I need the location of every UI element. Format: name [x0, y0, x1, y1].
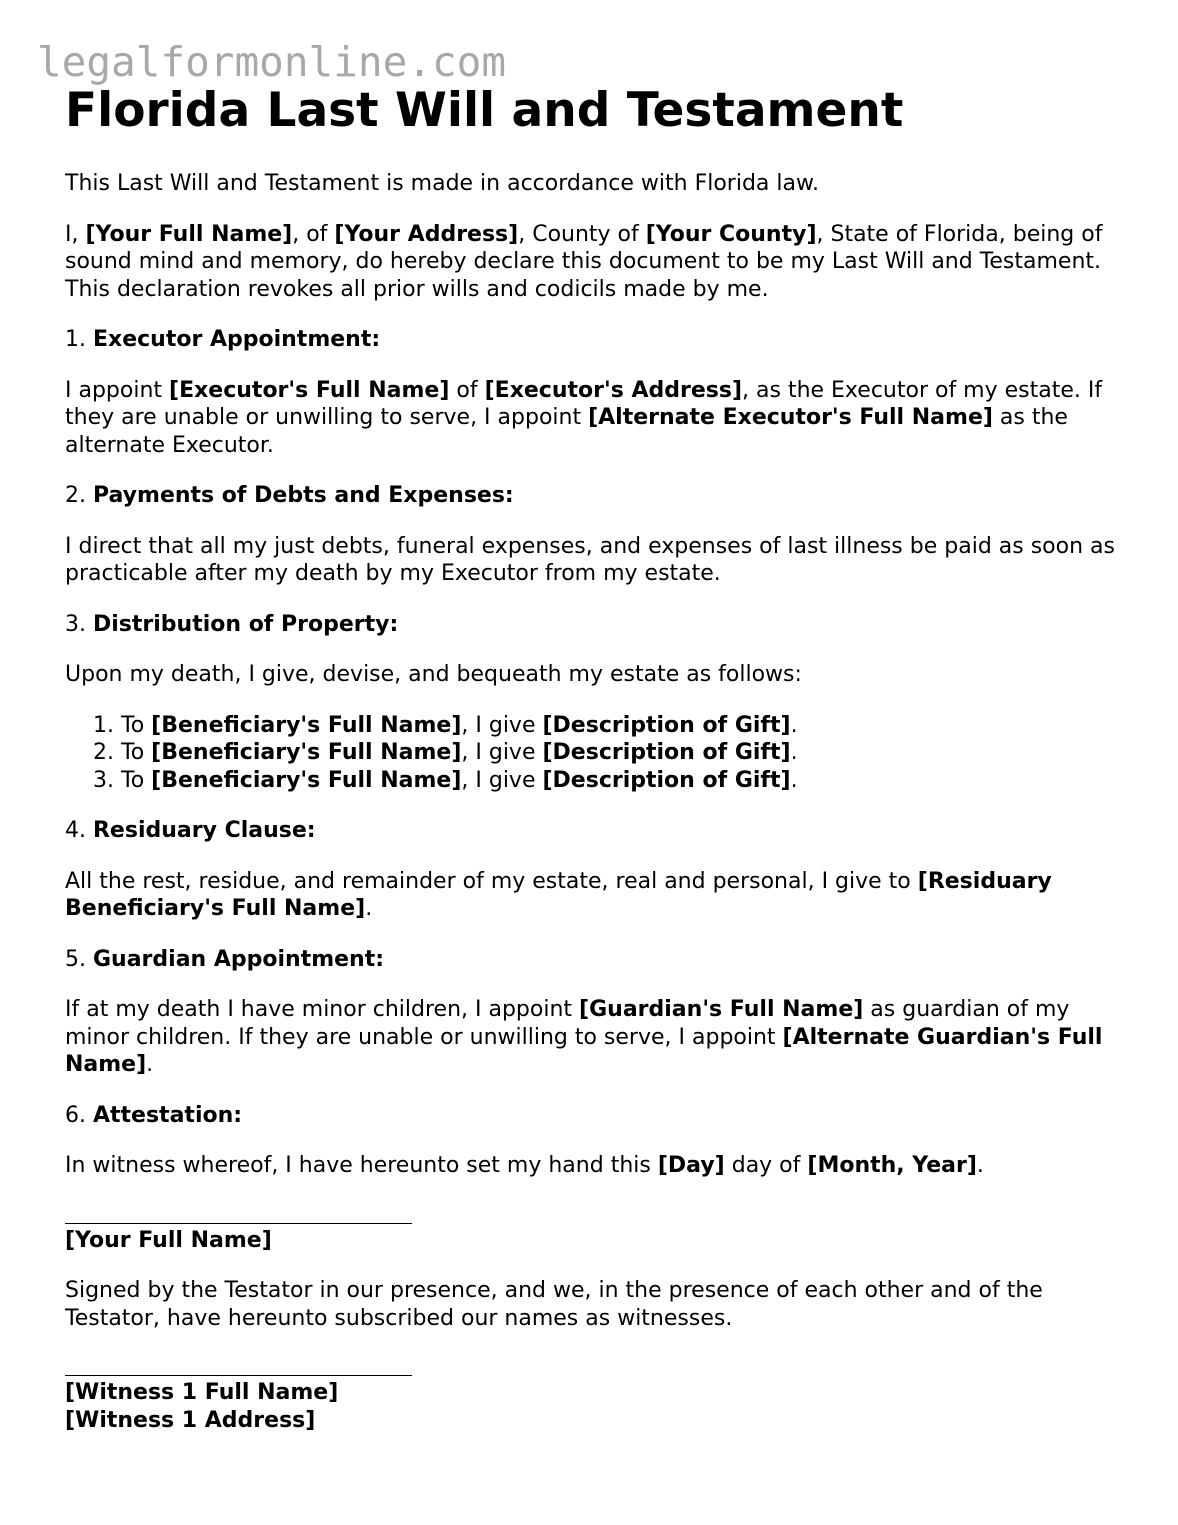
debts-paragraph: I direct that all my just debts, funeral expenses, and expenses of last illness be paid as soon as practicable after my death by my Executor from my estate.: [65, 533, 1115, 586]
section-number: 2.: [65, 483, 93, 508]
testator-signature-label: [65, 1227, 1125, 1255]
bequest-item: [121, 712, 1125, 740]
bequest-text: To: [121, 767, 152, 793]
beneficiary-name-field: [Beneficiary's Full Name]: [151, 767, 462, 793]
bequest-text: .: [790, 712, 798, 738]
section-title: Guardian Appointment:: [92, 946, 385, 972]
section-heading-distribution: [65, 611, 1125, 639]
testator-name-field: [Your Full Name]: [85, 221, 293, 247]
beneficiary-name-field: [Beneficiary's Full Name]: [151, 712, 462, 738]
section-number: 5.: [65, 946, 93, 972]
bequest-text: , I give: [461, 740, 543, 765]
day-field: [Day]: [657, 1153, 725, 1178]
residuary-beneficiary-field: [Residuary Beneficiary's Full Name]: [65, 868, 1052, 921]
testator-signature-name: [Your Full Name]: [65, 1227, 272, 1253]
executor-name-field: [Executor's Full Name]: [169, 377, 450, 403]
section-number: 3.: [65, 611, 93, 637]
attestation-text: day of: [724, 1153, 808, 1178]
section-title: Payments of Debts and Expenses:: [92, 483, 514, 508]
gift-description-field: [Description of Gift]: [542, 767, 791, 793]
residuary-text: All the rest, residue, and remainder of my estate, real and personal, I give to: [65, 868, 918, 894]
guardian-name-field: [Guardian's Full Name]: [579, 997, 864, 1022]
section-number: 4.: [65, 818, 93, 843]
section-heading-residuary: [65, 817, 1125, 845]
section-number: 6.: [65, 1102, 93, 1128]
witness-address: [Witness 1 Address]: [65, 1407, 316, 1433]
beneficiary-name-field: [Beneficiary's Full Name]: [151, 740, 462, 765]
guardian-text: as guardian of my minor children. If they are unable or unwilling to serve, I appoint: [65, 997, 1070, 1050]
section-title: Executor Appointment:: [92, 327, 381, 352]
will-body: [65, 170, 1125, 1457]
gift-description-field: [Description of Gift]: [542, 712, 791, 738]
witness-signature-label: [65, 1379, 1125, 1434]
executor-text: , as the Executor of my estate. If they are unable or unwilling to serve, I appoint: [65, 377, 1103, 430]
alternate-guardian-field: [Alternate Guardian's Full Name]: [65, 1024, 1103, 1077]
distribution-intro: Upon my death, I give, devise, and bequeath my estate as follows:: [65, 662, 802, 687]
month-year-field: [Month, Year]: [807, 1153, 977, 1178]
section-heading-attestation: [65, 1102, 1125, 1130]
guardian-text: If at my death I have minor children, I appoint: [65, 997, 580, 1022]
bequest-text: .: [790, 740, 798, 765]
testator-address-field: [Your Address]: [334, 221, 519, 247]
testator-county-field: [Your County]: [645, 221, 817, 247]
bequest-list: [65, 712, 1125, 795]
witness-name: [Witness 1 Full Name]: [65, 1380, 339, 1405]
attestation-text: .: [976, 1153, 984, 1178]
section-title: Residuary Clause:: [92, 818, 316, 843]
site-watermark: legalformonline.com: [37, 38, 506, 86]
guardian-text: .: [146, 1052, 154, 1077]
section-heading-guardian: [65, 946, 1125, 974]
declaration-text: , State of Florida, being of sound mind and memory, do hereby declare this document to be my Last Will and Testament. This declaration revokes all prior wills and codicils made by me.: [65, 221, 1103, 302]
bequest-text: .: [790, 767, 798, 793]
bequest-text: To: [121, 712, 152, 738]
witness-statement: Signed by the Testator in our presence, and we, in the presence of each other and of the Testator, have hereunto subscribed our names as witnesses.: [65, 1278, 1043, 1331]
declaration-text: , County of: [518, 221, 646, 247]
residuary-text: .: [365, 896, 373, 921]
gift-description-field: [Description of Gift]: [542, 740, 791, 765]
document-title: Florida Last Will and Testament: [65, 83, 904, 138]
guardian-paragraph: [65, 996, 1125, 1079]
declaration-paragraph: [65, 221, 1125, 304]
executor-paragraph: [65, 377, 1125, 460]
section-number: 1.: [65, 327, 93, 352]
bequest-text: , I give: [461, 767, 543, 793]
alternate-executor-field: [Alternate Executor's Full Name]: [588, 405, 993, 430]
bequest-text: To: [121, 740, 152, 765]
section-heading-executor: [65, 326, 1125, 354]
attestation-paragraph: [65, 1152, 1125, 1180]
attestation-text: In witness whereof, I have hereunto set my hand this: [65, 1153, 658, 1178]
bequest-item: [121, 767, 1125, 795]
declaration-text: , of: [292, 221, 335, 247]
executor-text: as the alternate Executor.: [65, 405, 1068, 458]
section-heading-debts: [65, 482, 1125, 510]
executor-address-field: [Executor's Address]: [484, 377, 743, 403]
witness-signature-line: [65, 1375, 412, 1376]
section-title: Attestation:: [92, 1102, 243, 1128]
residuary-paragraph: [65, 868, 1125, 923]
declaration-text: I,: [65, 221, 86, 247]
section-title: Distribution of Property:: [92, 611, 399, 637]
intro-paragraph: This Last Will and Testament is made in accordance with Florida law.: [65, 171, 819, 196]
bequest-text: , I give: [461, 712, 543, 738]
testator-signature-line: [65, 1223, 412, 1224]
executor-text: I appoint: [65, 377, 170, 403]
bequest-item: [121, 739, 1125, 767]
executor-text: of: [449, 377, 485, 403]
